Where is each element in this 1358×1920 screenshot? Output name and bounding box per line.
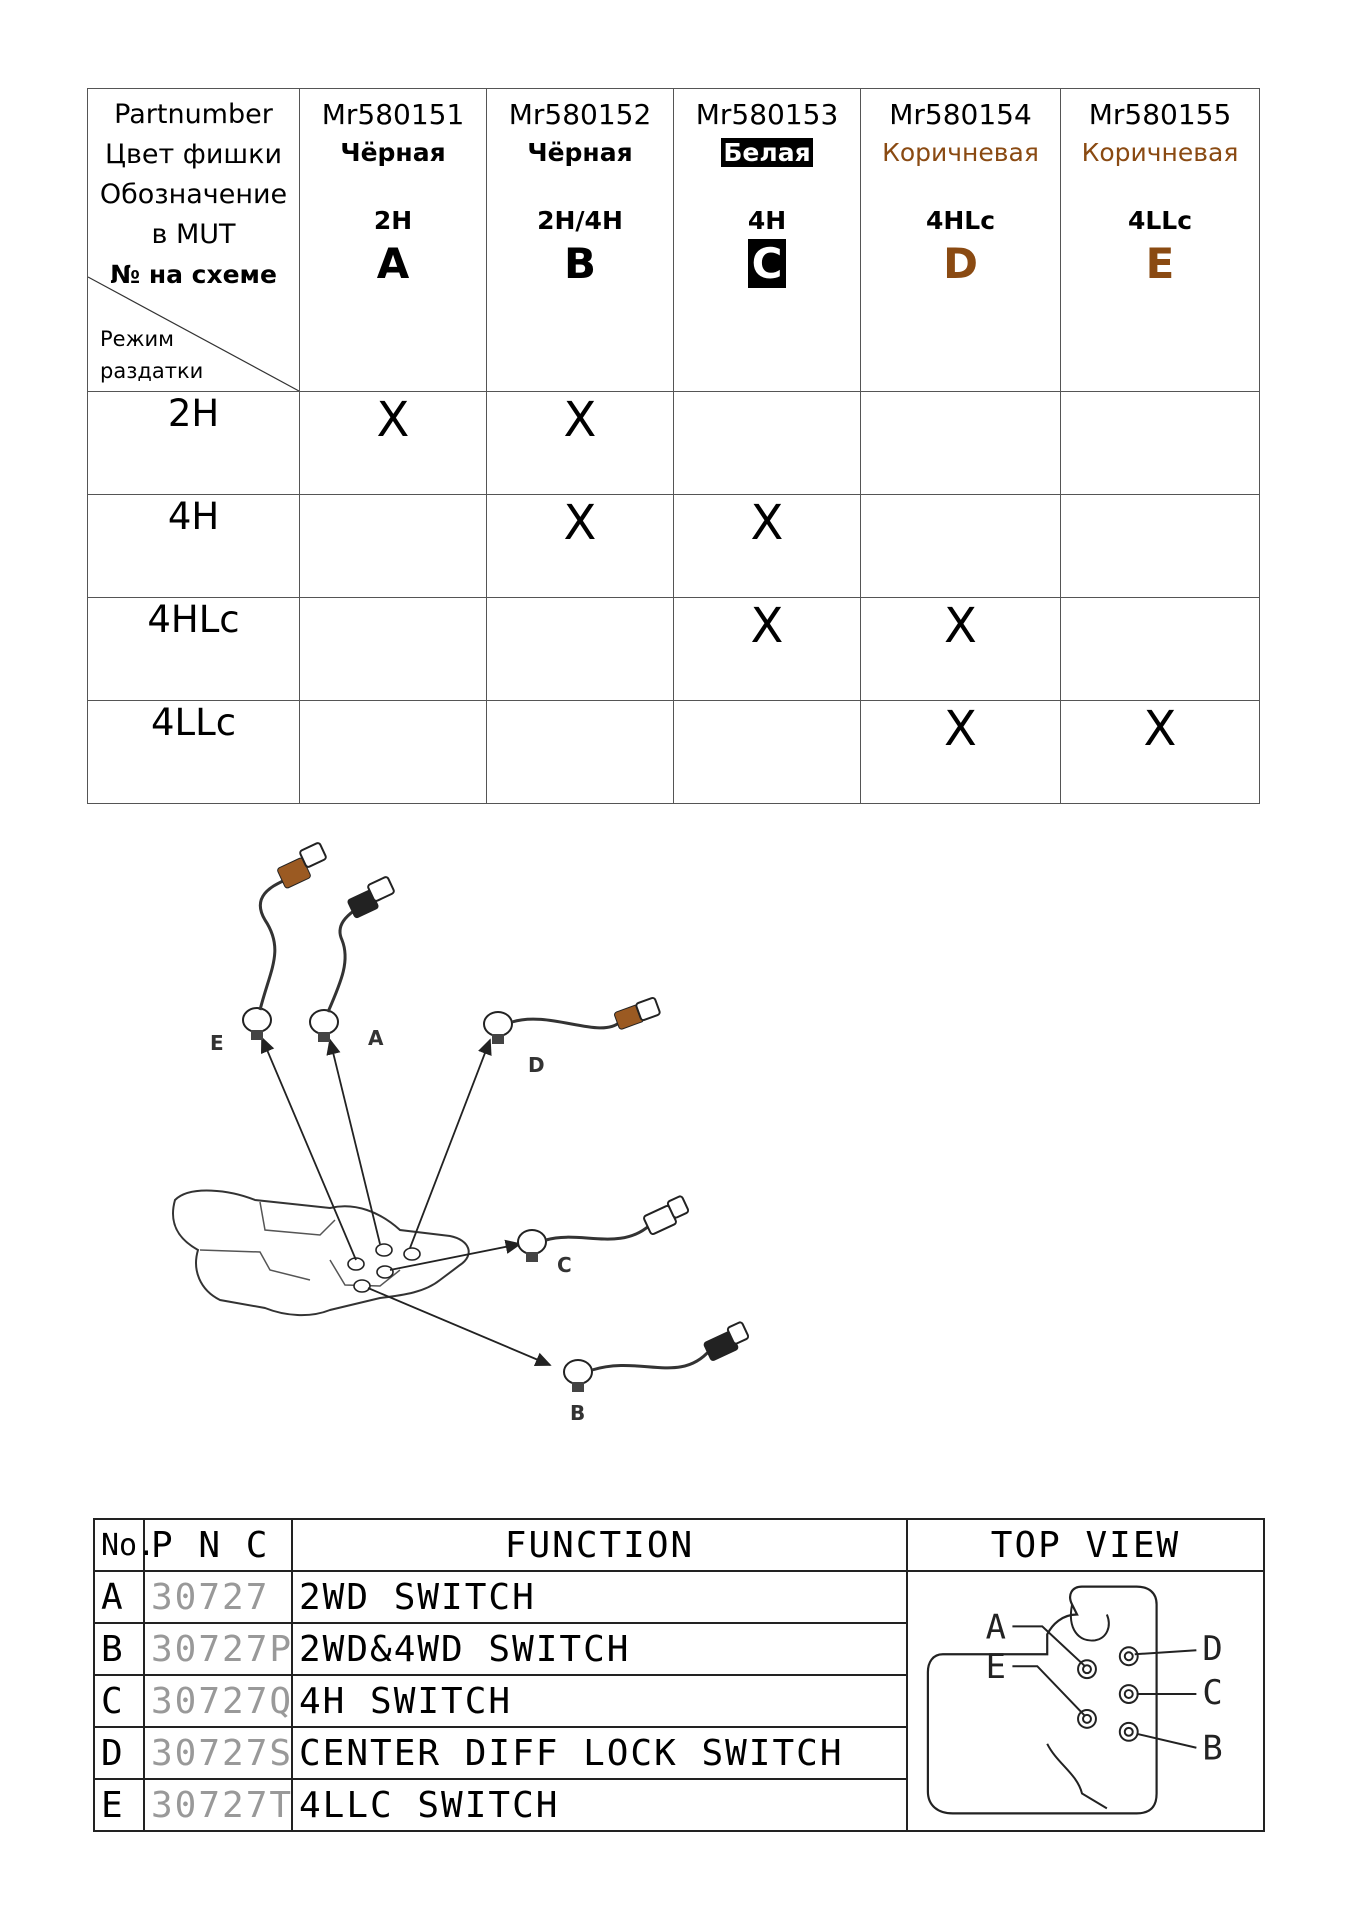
row-pnc: 30727S [144, 1727, 292, 1779]
top-view-diagram [908, 1572, 1263, 1830]
mut-designation: 2H/4H [537, 206, 623, 235]
table-row [88, 495, 1260, 598]
connector-color: Коричневая [1081, 138, 1239, 167]
label-in-mut: в MUT [151, 219, 236, 250]
switch-b [564, 1321, 749, 1392]
mark-cell [300, 701, 487, 804]
mark-cell [487, 701, 674, 804]
diagram-label-c: C [557, 1253, 572, 1277]
table-row [88, 598, 1260, 701]
diagram-label-a: A [368, 1026, 384, 1050]
connector-color: Чёрная [340, 138, 446, 167]
mark-cell [1061, 495, 1260, 598]
mark-cell: X [487, 392, 674, 495]
mark-cell: X [674, 598, 861, 701]
part-number: Mr580152 [508, 98, 652, 131]
switch-function-table [93, 1518, 1265, 1832]
mark-cell [1061, 392, 1260, 495]
label-partnumber: Partnumber [114, 99, 273, 130]
row-no: E [94, 1779, 144, 1831]
diagram-label-e: E [210, 1031, 224, 1055]
mark-cell: X [861, 598, 1061, 701]
row-function: 2WD&4WD SWITCH [292, 1623, 907, 1675]
column-header-d [861, 89, 1061, 392]
switch-d [484, 997, 660, 1044]
label-transfer: раздатки [100, 359, 204, 383]
table-row [94, 1571, 1264, 1623]
switch-location-diagram [80, 840, 840, 1430]
header-function: FUNCTION [292, 1519, 907, 1571]
mut-designation: 4H [747, 206, 787, 235]
row-function: 4H SWITCH [292, 1675, 907, 1727]
header-row [88, 89, 1260, 392]
column-header-b [487, 89, 674, 392]
header-no: No. [94, 1519, 144, 1571]
mark-cell [487, 598, 674, 701]
column-header-a [300, 89, 487, 392]
diagram-label-b: B [570, 1401, 586, 1425]
label-color: Цвет фишки [105, 139, 282, 170]
header-pnc: P N C [144, 1519, 292, 1571]
mode-label: 4LLc [88, 701, 300, 804]
row-pnc: 30727T [144, 1779, 292, 1831]
connector-color: Белая [723, 138, 811, 167]
header-top-view: TOP VIEW [907, 1519, 1264, 1571]
connector-color: Коричневая [882, 138, 1039, 167]
mode-label: 2H [88, 392, 300, 495]
part-number: Mr580155 [1088, 98, 1232, 131]
scheme-letter: D [943, 239, 978, 288]
row-no: B [94, 1623, 144, 1675]
column-header-c [674, 89, 861, 392]
switch-mode-table [87, 88, 1260, 804]
row-function: CENTER DIFF LOCK SWITCH [292, 1727, 907, 1779]
scheme-letter: A [376, 239, 410, 288]
top-view-label-e: E [985, 1647, 1008, 1687]
scheme-letter: B [563, 239, 596, 288]
top-view-label-d: D [1202, 1629, 1225, 1669]
column-header-e [1061, 89, 1260, 392]
row-no: C [94, 1675, 144, 1727]
header-row [94, 1519, 1264, 1571]
mut-designation: 2H [373, 206, 413, 235]
row-no: D [94, 1727, 144, 1779]
switch-a [310, 876, 395, 1042]
switch-c [518, 1195, 689, 1262]
mark-cell: X [1061, 701, 1260, 804]
top-view-label-c: C [1202, 1672, 1225, 1712]
part-number: Mr580151 [321, 98, 465, 131]
switch-ports [348, 1244, 420, 1292]
mark-cell [300, 495, 487, 598]
table-row [88, 392, 1260, 495]
mark-cell: X [674, 495, 861, 598]
row-pnc: 30727P [144, 1623, 292, 1675]
row-function: 4LLC SWITCH [292, 1779, 907, 1831]
scheme-letter: C [748, 239, 787, 288]
mark-cell: X [861, 701, 1061, 804]
mut-designation: 4LLc [1127, 206, 1193, 235]
mut-designation: 4HLc [925, 206, 996, 235]
mark-cell [674, 392, 861, 495]
label-mode: Режим [100, 327, 174, 351]
row-pnc: 30727Q [144, 1675, 292, 1727]
label-designation: Обозначение [99, 179, 288, 210]
mark-cell [861, 495, 1061, 598]
mark-cell [300, 598, 487, 701]
label-scheme-number: № на схеме [110, 260, 277, 289]
mark-cell [861, 392, 1061, 495]
top-view-label-b: B [1202, 1728, 1225, 1768]
mode-label: 4H [88, 495, 300, 598]
top-view-label-a: A [985, 1607, 1008, 1647]
table-row [88, 701, 1260, 804]
mark-cell [1061, 598, 1260, 701]
scheme-letter: E [1145, 239, 1175, 288]
part-number: Mr580153 [695, 98, 839, 131]
corner-header-cell [88, 89, 300, 392]
row-function: 2WD SWITCH [292, 1571, 907, 1623]
mark-cell [674, 701, 861, 804]
row-no: A [94, 1571, 144, 1623]
connector-color: Чёрная [527, 138, 633, 167]
mark-cell: X [487, 495, 674, 598]
mode-label: 4HLc [88, 598, 300, 701]
part-number: Mr580154 [889, 98, 1032, 131]
row-pnc: 30727 [144, 1571, 292, 1623]
mark-cell: X [300, 392, 487, 495]
diagram-label-d: D [528, 1053, 545, 1077]
switch-e [243, 842, 327, 1040]
top-view-cell [907, 1571, 1264, 1831]
